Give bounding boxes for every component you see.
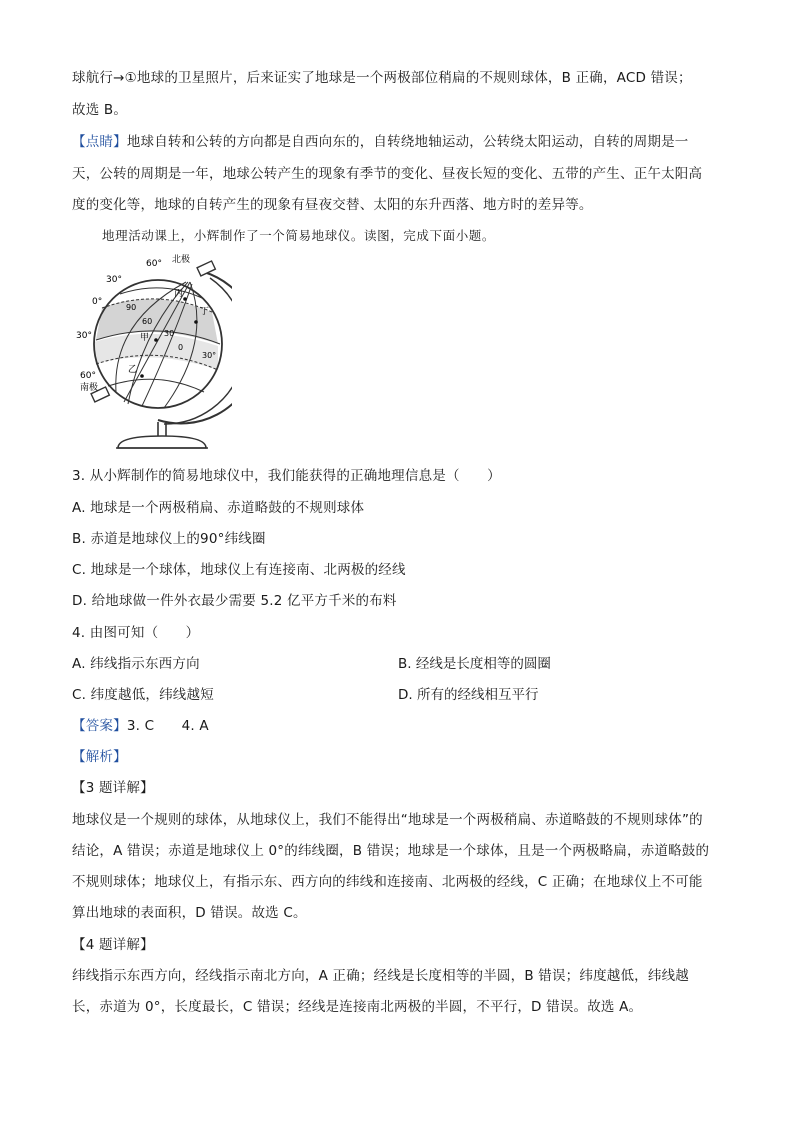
question-3-option-b: B. 赤道是地球仪上的90°纬线圈 (72, 531, 266, 547)
q3-detail-line: 不规则球体；地球仪上，有指示东、西方向的纬线和连接南、北两极的经线，C 正确；在地球仪上不可能 (72, 874, 703, 890)
question-4-option-c: C. 纬度越低，纬线越短 (72, 687, 214, 703)
point-ding-label: 丁 (200, 307, 210, 317)
paragraph-line (72, 130, 689, 150)
question-3-stem: 3. 从小辉制作的简易地球仪中，我们能获得的正确地理信息是（ ） (72, 468, 501, 484)
lat-30s-label: 30° (76, 331, 92, 341)
question-4-option-a: A. 纬线指示东西方向 (72, 656, 200, 672)
question-4-stem: 4. 由图可知（ ） (72, 625, 200, 641)
question-intro: 地理活动课上，小辉制作了一个简易地球仪。读图，完成下面小题。 (102, 228, 496, 243)
lon-90-label: 90 (126, 303, 137, 312)
globe-figure (72, 252, 232, 452)
q4-detail-heading: 【4 题详解】 (72, 937, 154, 953)
analysis-heading: 【解析】 (72, 749, 127, 765)
globe-base (118, 436, 206, 448)
south-pole-label: 南极 (80, 383, 99, 393)
paragraph-line: 球航行→①地球的卫星照片，后来证实了地球是一个两极部位稍扁的不规则球体，B 正确，ACD 错误； (72, 70, 692, 86)
paragraph-line: 故选 B。 (72, 102, 128, 118)
lon-30b-label: 30° (202, 351, 217, 360)
lat-0-label: 0° (92, 297, 103, 307)
dianjing-tag: 【点睛】 (72, 134, 127, 150)
question-3-option-d: D. 给地球做一件外衣最少需要 5.2 亿平方千米的布料 (72, 593, 397, 609)
q3-detail-heading: 【3 题详解】 (72, 780, 154, 796)
point-yi-label: 乙 (128, 365, 138, 375)
q3-detail-line: 结论，A 错误；赤道是地球仪上 0°的纬线圈，B 错误；地球是一个球体，且是一个两极略扁，赤道略鼓的 (72, 843, 710, 859)
q4-detail-line: 纬线指示东西方向，经线指示南北方向，A 正确；经线是长度相等的半圆，B 错误；纬度越低，纬线越 (72, 968, 689, 984)
question-3-option-a: A. 地球是一个两极稍扁、赤道略鼓的不规则球体 (72, 500, 365, 516)
paragraph-line: 天，公转的周期是一年，地球公转产生的现象有季节的变化、昼夜长短的变化、五带的产生、正午太阳高 (72, 166, 703, 182)
lon-60-label: 60 (142, 317, 153, 326)
dianjing-text: 地球自转和公转的方向都是自西向东的，自转绕地轴运动，公转绕太阳运动，自转的周期是一 (126, 134, 689, 150)
answer-tag: 【答案】 (72, 718, 127, 734)
q4-detail-line: 长，赤道为 0°，长度最长，C 错误；经线是连接南北两极的半圆，不平行，D 错误。故选 A。 (72, 999, 643, 1015)
answer-line (72, 714, 209, 734)
lat-60s-label: 60° (80, 371, 96, 381)
lat-60n-label: 60° (146, 259, 162, 269)
q3-detail-line: 算出地球的表面积，D 错误。故选 C。 (72, 905, 307, 921)
question-4-option-d: D. 所有的经线相互平行 (398, 687, 539, 703)
north-pole-label: 北极 (172, 255, 191, 265)
lon-0-label: 0 (178, 343, 184, 352)
answer-text: 3. C 4. A (126, 718, 209, 734)
lon-30a-label: 30 (164, 329, 175, 338)
q3-detail-line: 地球仪是一个规则的球体，从地球仪上，我们不能得出“地球是一个两极稍扁、赤道略鼓的不规则球体”的 (72, 812, 703, 828)
question-3-option-c: C. 地球是一个球体，地球仪上有连接南、北两极的经线 (72, 562, 406, 578)
lat-30n-label: 30° (106, 275, 122, 285)
point-bing-label: 丙 (174, 289, 184, 299)
paragraph-line: 度的变化等，地球的自转产生的现象有昼夜交替、太阳的东升西落、地方时的差异等。 (72, 197, 593, 213)
question-4-option-b: B. 经线是长度相等的圆圈 (398, 656, 551, 672)
point-jia-label: 甲 (140, 333, 150, 343)
